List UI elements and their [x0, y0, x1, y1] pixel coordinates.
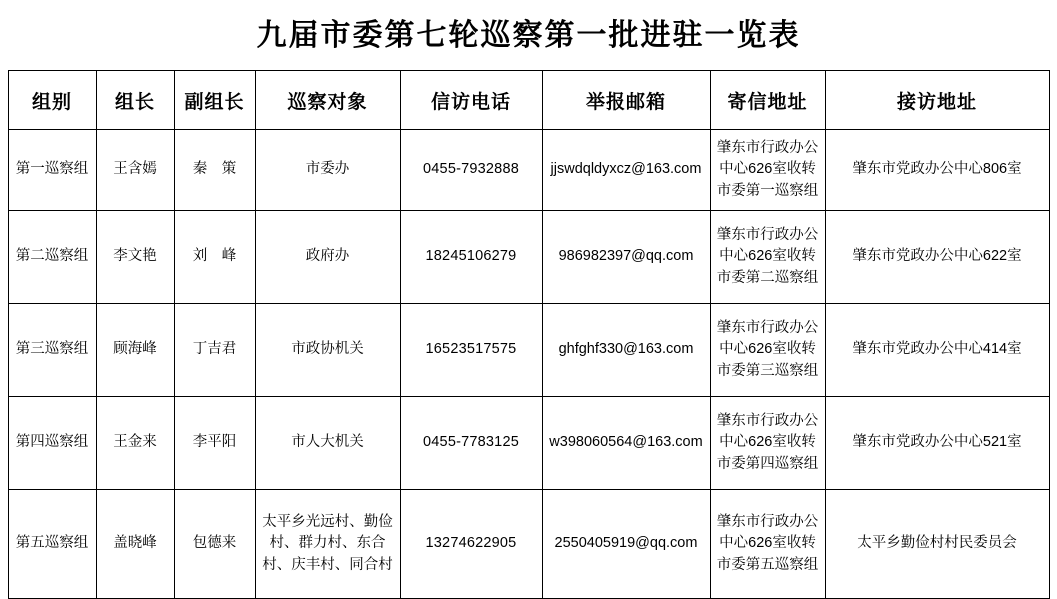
cell-phone: 0455-7783125 [400, 397, 542, 490]
cell-deputy: 秦 策 [174, 130, 255, 211]
column-header-visit-address: 接访地址 [825, 71, 1049, 130]
cell-deputy: 李平阳 [174, 397, 255, 490]
cell-phone: 16523517575 [400, 304, 542, 397]
cell-visit-address: 太平乡勤俭村村民委员会 [825, 490, 1049, 599]
cell-group: 第五巡察组 [8, 490, 96, 599]
cell-email: 2550405919@qq.com [542, 490, 710, 599]
cell-deputy: 丁吉君 [174, 304, 255, 397]
table-row [8, 130, 1049, 211]
cell-target: 市人大机关 [255, 397, 400, 490]
cell-target: 太平乡光远村、勤俭村、群力村、东合村、庆丰村、同合村 [255, 490, 400, 599]
cell-mail-address: 肇东市行政办公中心626室收转市委第五巡察组 [710, 490, 825, 599]
column-header-mail-address: 寄信地址 [710, 71, 825, 130]
cell-target: 市政协机关 [255, 304, 400, 397]
column-header-group: 组别 [8, 71, 96, 130]
table-row [8, 490, 1049, 599]
column-header-target: 巡察对象 [255, 71, 400, 130]
cell-group: 第二巡察组 [8, 211, 96, 304]
cell-group: 第三巡察组 [8, 304, 96, 397]
cell-visit-address: 肇东市党政办公中心521室 [825, 397, 1049, 490]
column-header-leader: 组长 [96, 71, 174, 130]
cell-target: 市委办 [255, 130, 400, 211]
column-header-email: 举报邮箱 [542, 71, 710, 130]
table-header-row [8, 71, 1049, 130]
cell-target: 政府办 [255, 211, 400, 304]
table-row [8, 211, 1049, 304]
cell-phone: 13274622905 [400, 490, 542, 599]
cell-leader: 李文艳 [96, 211, 174, 304]
cell-phone: 18245106279 [400, 211, 542, 304]
cell-leader: 王金来 [96, 397, 174, 490]
cell-group: 第一巡察组 [8, 130, 96, 211]
cell-leader: 王含嫣 [96, 130, 174, 211]
column-header-phone: 信访电话 [400, 71, 542, 130]
cell-mail-address: 肇东市行政办公中心626室收转市委第一巡察组 [710, 130, 825, 211]
cell-email: ghfghf330@163.com [542, 304, 710, 397]
cell-mail-address: 肇东市行政办公中心626室收转市委第二巡察组 [710, 211, 825, 304]
cell-email: jjswdqldyxcz@163.com [542, 130, 710, 211]
column-header-deputy: 副组长 [174, 71, 255, 130]
cell-leader: 盖晓峰 [96, 490, 174, 599]
cell-deputy: 包德来 [174, 490, 255, 599]
cell-email: 986982397@qq.com [542, 211, 710, 304]
cell-deputy: 刘 峰 [174, 211, 255, 304]
cell-mail-address: 肇东市行政办公中心626室收转市委第四巡察组 [710, 397, 825, 490]
cell-mail-address: 肇东市行政办公中心626室收转市委第三巡察组 [710, 304, 825, 397]
cell-group: 第四巡察组 [8, 397, 96, 490]
cell-visit-address: 肇东市党政办公中心414室 [825, 304, 1049, 397]
table-row [8, 397, 1049, 490]
cell-leader: 顾海峰 [96, 304, 174, 397]
cell-email: w398060564@163.com [542, 397, 710, 490]
table-row [8, 304, 1049, 397]
page-title: 九届市委第七轮巡察第一批进驻一览表 [256, 19, 801, 52]
cell-visit-address: 肇东市党政办公中心806室 [825, 130, 1049, 211]
inspection-table [8, 70, 1050, 599]
cell-visit-address: 肇东市党政办公中心622室 [825, 211, 1049, 304]
cell-phone: 0455-7932888 [400, 130, 542, 211]
